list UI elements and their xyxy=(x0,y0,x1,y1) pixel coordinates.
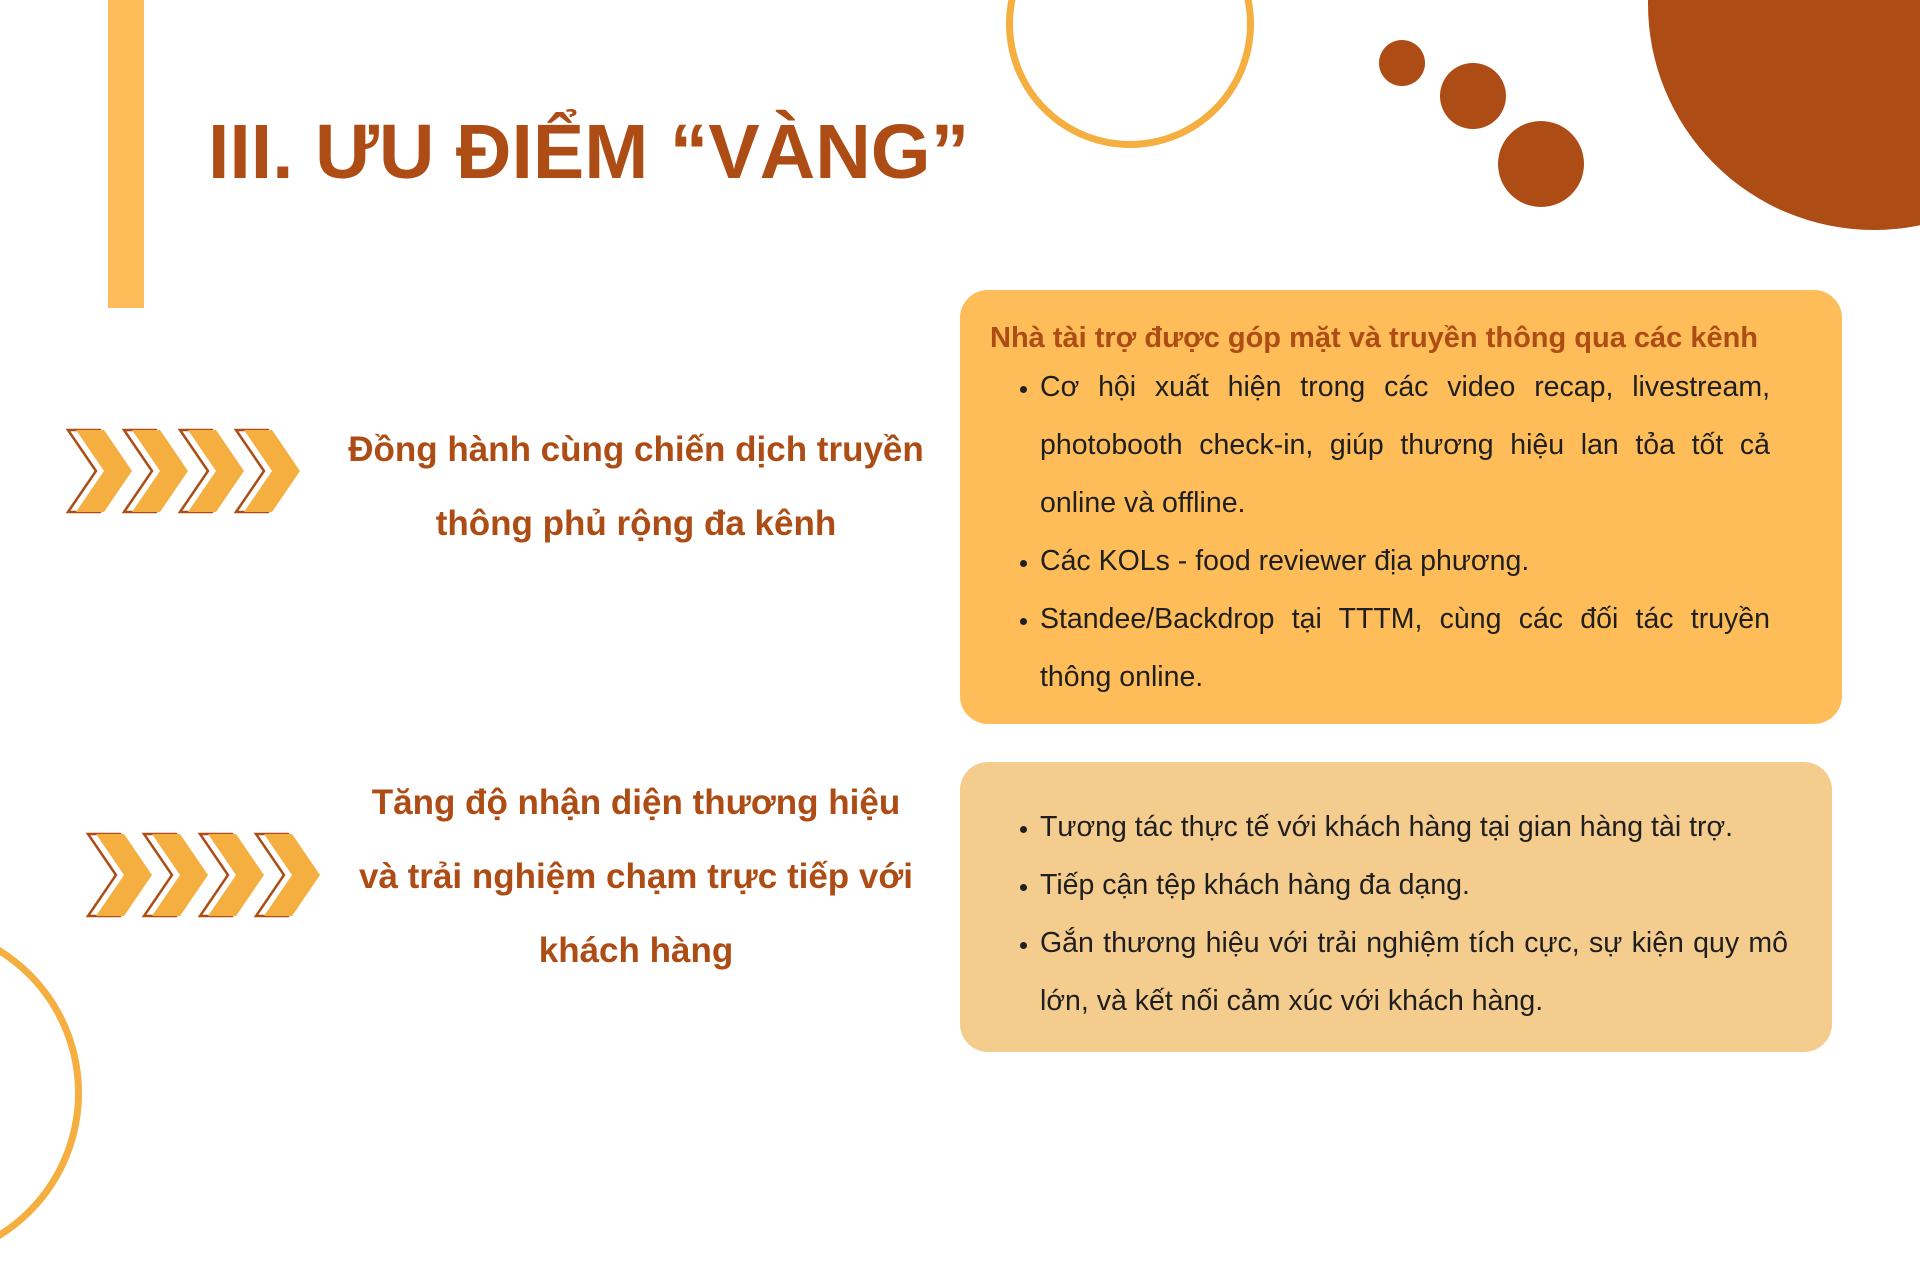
section1-bullet-list xyxy=(990,358,1770,706)
decorative-big-circle xyxy=(1648,0,1920,230)
list-item: • Standee/Backdrop tại TTTM, cùng các đối tác truyền thông online. xyxy=(1040,590,1770,706)
section2-lead-text: Tăng độ nhận diện thương hiệu và trải nghiệm chạm trực tiếp với khách hàng xyxy=(358,783,913,970)
accent-vertical-bar xyxy=(108,0,144,308)
section1-card-heading: Nhà tài trợ được góp mặt và truyền thông qua các kênh xyxy=(990,322,1759,354)
decorative-ring-top xyxy=(1006,0,1254,148)
decorative-dot-medium xyxy=(1440,63,1506,129)
decorative-dot-large xyxy=(1498,121,1584,207)
chevron-arrows-icon xyxy=(60,424,320,518)
chevron-arrows-icon xyxy=(80,828,340,922)
list-item: • Các KOLs - food reviewer địa phương. xyxy=(1040,532,1770,590)
decorative-ring-bottom xyxy=(0,922,82,1264)
section1-lead-text: Đồng hành cùng chiến dịch truyền thông phủ rộng đa kênh xyxy=(348,430,924,543)
list-item: • Tiếp cận tệp khách hàng đa dạng. xyxy=(1040,856,1788,914)
list-item: • Gắn thương hiệu với trải nghiệm tích cực, sự kiện quy mô lớn, và kết nối cảm xúc với khách hàng. xyxy=(1040,914,1788,1030)
decorative-dot-small xyxy=(1379,40,1425,86)
section2-bullet-list xyxy=(990,798,1788,1030)
section2-card xyxy=(960,762,1832,1052)
list-item: • Tương tác thực tế với khách hàng tại gian hàng tài trợ. xyxy=(1040,798,1788,856)
list-item: • Cơ hội xuất hiện trong các video recap, livestream, photobooth check-in, giúp thương hiệu lan tỏa tốt cả online và offline. xyxy=(1040,358,1770,532)
slide-title: III. ƯU ĐIỂM “VÀNG” xyxy=(208,109,970,195)
section1-card xyxy=(960,290,1842,724)
